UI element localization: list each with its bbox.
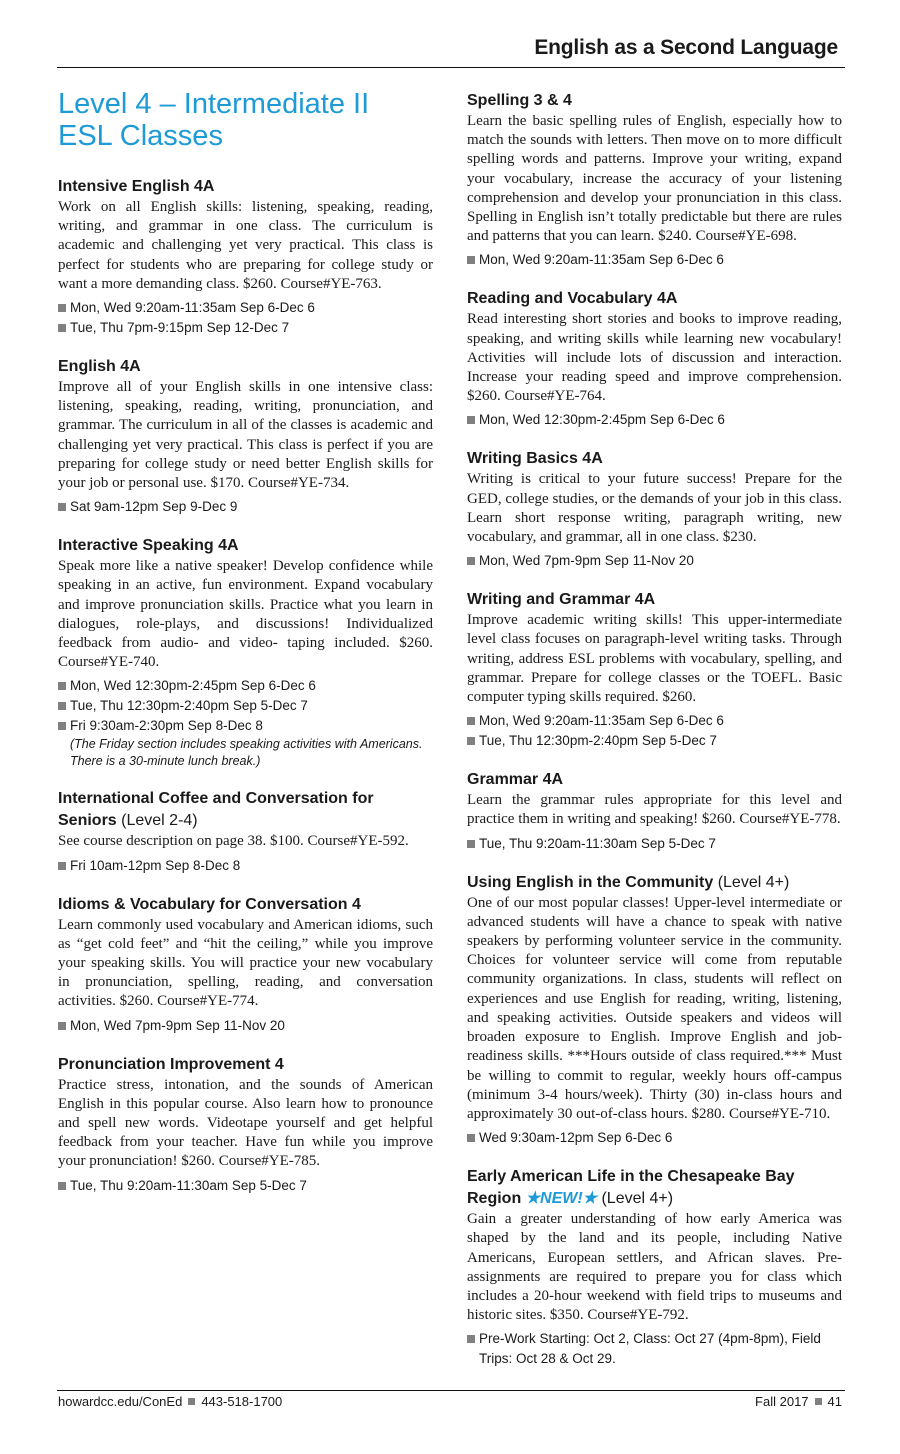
course-block	[58, 535, 433, 770]
bullet-square-icon	[188, 1398, 195, 1405]
bullet-square-icon	[58, 304, 66, 312]
right-course-list	[467, 90, 842, 1369]
left-column	[58, 88, 433, 1214]
course-block	[58, 788, 433, 875]
page-number: 41	[827, 1394, 842, 1409]
course-block	[467, 872, 842, 1148]
schedule-item: Tue, Thu 9:20am-11:30am Sep 5-Dec 7	[467, 834, 842, 854]
course-title: Spelling 3 & 4	[467, 92, 572, 109]
bullet-square-icon	[58, 702, 66, 710]
course-level: (Level 4+)	[601, 1190, 674, 1208]
course-block	[58, 894, 433, 1036]
header-divider	[57, 67, 845, 68]
bullet-square-icon	[467, 256, 475, 264]
bullet-square-icon	[467, 1134, 475, 1142]
page-heading: Level 4 – Intermediate II ESL Classes	[58, 88, 370, 152]
schedule-item: Mon, Wed 12:30pm-2:45pm Sep 6-Dec 6	[58, 676, 433, 696]
schedule-item: Tue, Thu 9:20am-11:30am Sep 5-Dec 7	[58, 1176, 433, 1196]
course-block	[58, 356, 433, 517]
schedule-item: Tue, Thu 7pm-9:15pm Sep 12-Dec 7	[58, 318, 433, 338]
schedule-item: Sat 9am-12pm Sep 9-Dec 9	[58, 497, 433, 517]
course-title: Idioms & Vocabulary for Conversation 4	[58, 895, 361, 913]
course-description: Read interesting short stories and books to improve reading, speaking, and writing skills while learning new vocabulary! Activities will include lots of discussion and interaction. Increase your reading speed and improve comprehension. $260. Course#YE-764.	[467, 311, 842, 405]
footer-phone: 443-518-1700	[201, 1394, 283, 1409]
course-block	[58, 1054, 433, 1196]
bullet-square-icon	[58, 862, 66, 870]
schedule-item: Wed 9:30am-12pm Sep 6-Dec 6	[467, 1128, 842, 1148]
schedule-item: Mon, Wed 7pm-9pm Sep 11-Nov 20	[58, 1016, 433, 1036]
schedule-item: Fri 10am-12pm Sep 8-Dec 8	[58, 856, 433, 876]
course-block	[467, 589, 842, 751]
schedule-item: Fri 9:30am-2:30pm Sep 8-Dec 8	[58, 716, 433, 736]
course-description: Learn the grammar rules appropriate for this level and practice them in writing and speaking! $260. Course#YE-778.	[467, 792, 842, 828]
course-block	[467, 769, 842, 853]
course-description: Learn commonly used vocabulary and American idioms, such as “get cold feet” and “hit the ceiling,” while you improve your speaking skills. You will practice your new vocabulary in pronunciation, spelling, reading, and conversation activities. $260. Course#YE-774.	[58, 916, 433, 1010]
course-title: International Coffee and Conversation for Seniors (Level 2-4)	[58, 790, 374, 830]
course-title: Grammar 4A	[467, 771, 564, 789]
course-title: Reading and Vocabulary 4A	[467, 290, 678, 308]
bullet-square-icon	[58, 682, 66, 690]
bullet-square-icon	[58, 503, 66, 511]
bullet-square-icon	[467, 840, 475, 848]
course-description: One of our most popular classes! Upper-level intermediate or advanced students will have a chance to speak with native speakers by performing volunteer service in the community. Choices for volunteer service will come from reputable community organizations. In class, students will reflect on experiences and use English for reading, writing, listening, and speaking activities. Outside speakers and videos will broaden exposure to English. Improve English and job-readiness skills. ***Hours outside of class required.*** Must be willing to commit to regular, weekly hours off-campus (minimum 3-4 hours/week). Thirty (30) in-class hours and approximately 30 out-of-class hours. $280. Course#YE-710.	[467, 894, 842, 1122]
right-column	[467, 90, 842, 1387]
course-description: Work on all English skills: listening, speaking, reading, writing, and grammar in one class. The curriculum is academic and challenging yet very practical. This class is perfect for students who are preparing for college study or want a more demanding class. $260. Course#YE-763.	[58, 199, 433, 292]
footer-website[interactable]: howardcc.edu/ConEd	[58, 1394, 183, 1409]
course-description: Learn the basic spelling rules of English, especially how to match the sounds with letters. Then move on to more difficult spelling words and patterns. Improve your writing, expand your vocabulary, increase the accuracy of your listening comprehension and develop your pronunciation in this class. Spelling in English isn’t totally predictable but there are rules and patterns that you can learn. $240. Course#YE-698.	[467, 113, 842, 245]
bullet-square-icon	[467, 1335, 475, 1343]
schedule-item: Mon, Wed 9:20am-11:35am Sep 6-Dec 6	[58, 298, 433, 318]
course-block	[467, 288, 842, 430]
bullet-square-icon	[467, 557, 475, 565]
course-description: Speak more like a native speaker! Develop confidence while speaking in an active, fun environment. Expand vocabulary and improve pronunciation skills. Practice what you learn in dialogues, role-plays, and discussions! Individualized feedback from audio- and video- taping included. $260. Course#YE-740.	[58, 558, 433, 671]
bullet-square-icon	[58, 722, 66, 730]
course-title: Using English in the Community (Level 4+)	[467, 873, 790, 891]
course-title: Early American Life in the Chesapeake Bay Region ★NEW!★ (Level 4+)	[467, 1168, 795, 1208]
footer-term: Fall 2017	[755, 1394, 809, 1409]
bullet-square-icon	[58, 1022, 66, 1030]
schedule-item: Mon, Wed 12:30pm-2:45pm Sep 6-Dec 6	[467, 410, 842, 430]
course-block	[58, 176, 433, 338]
course-title: Pronunciation Improvement 4	[58, 1055, 284, 1073]
bullet-square-icon	[58, 324, 66, 332]
course-block	[467, 448, 842, 571]
course-block	[467, 1166, 842, 1369]
course-description: See course description on page 38. $100. Course#YE-592.	[58, 833, 409, 850]
schedule-item: Mon, Wed 7pm-9pm Sep 11-Nov 20	[467, 551, 842, 571]
course-level: (Level 4+)	[717, 873, 790, 891]
schedule-item: Mon, Wed 9:20am-11:35am Sep 6-Dec 6	[467, 250, 842, 270]
footer-contact	[58, 1394, 282, 1409]
course-description: Improve academic writing skills! This upper-intermediate level class focuses on paragraph-level writing tasks. Through writing, address ESL problems with vocabulary, spelling, and grammar. Prepare for college classes or the TOEFL. Basic computer typing skills required. $260.	[467, 612, 842, 706]
footer-divider	[57, 1390, 845, 1391]
course-description: Practice stress, intonation, and the sounds of American English in this popular course. Also learn how to pronounce and spell new words. Videotape yourself and get helpful feedback from your teacher. Have fun while you improve your pronunciation! $260. Course#YE-785.	[58, 1076, 433, 1170]
bullet-square-icon	[467, 737, 475, 745]
left-course-list	[58, 176, 433, 1196]
bullet-square-icon	[58, 1182, 66, 1190]
bullet-square-icon	[467, 416, 475, 424]
course-title: Intensive English 4A	[58, 178, 215, 195]
schedule-item: Tue, Thu 12:30pm-2:40pm Sep 5-Dec 7	[467, 731, 842, 751]
schedule-item: Mon, Wed 9:20am-11:35am Sep 6-Dec 6	[467, 711, 842, 731]
section-title: English as a Second Language	[534, 36, 838, 59]
course-title: English 4A	[58, 358, 141, 376]
course-title: Writing Basics 4A	[467, 450, 603, 468]
course-title: Writing and Grammar 4A	[467, 591, 656, 609]
schedule-note: (The Friday section includes speaking activities with Americans. There is a 30-minute lunch break.)	[70, 737, 423, 769]
course-description: Writing is critical to your future success! Prepare for the GED, college studies, or the demands of your job in this class. Learn short response writing, paragraph writing, new vocabulary, and grammar, all in one class. $230.	[467, 471, 842, 546]
footer-page-info	[755, 1394, 842, 1409]
schedule-item: Pre-Work Starting: Oct 2, Class: Oct 27 (4pm-8pm), Field Trips: Oct 28 & Oct 29.	[467, 1329, 842, 1369]
bullet-square-icon	[467, 717, 475, 725]
schedule-item: Tue, Thu 12:30pm-2:40pm Sep 5-Dec 7	[58, 696, 433, 716]
course-description: Gain a greater understanding of how early America was shaped by the land and its people, including Native Americans, European settlers, and African slaves. Pre-assignments are required to prepare you for class which includes a 20-hour weekend with field trips to museums and historic sites. $350. Course#YE-792.	[467, 1211, 842, 1324]
course-title: Interactive Speaking 4A	[58, 537, 239, 555]
course-block	[467, 90, 842, 270]
bullet-square-icon	[815, 1398, 822, 1405]
course-level: (Level 2-4)	[121, 812, 198, 830]
new-badge: ★NEW!★	[525, 1190, 598, 1208]
course-description: Improve all of your English skills in one intensive class: listening, speaking, reading, writing, pronunciation, and grammar. The curriculum in all of the classes is academic and challenging yet very practical. This class is perfect if you are preparing for college study or need better English skills for your job or personal use. $170. Course#YE-734.	[58, 379, 433, 492]
